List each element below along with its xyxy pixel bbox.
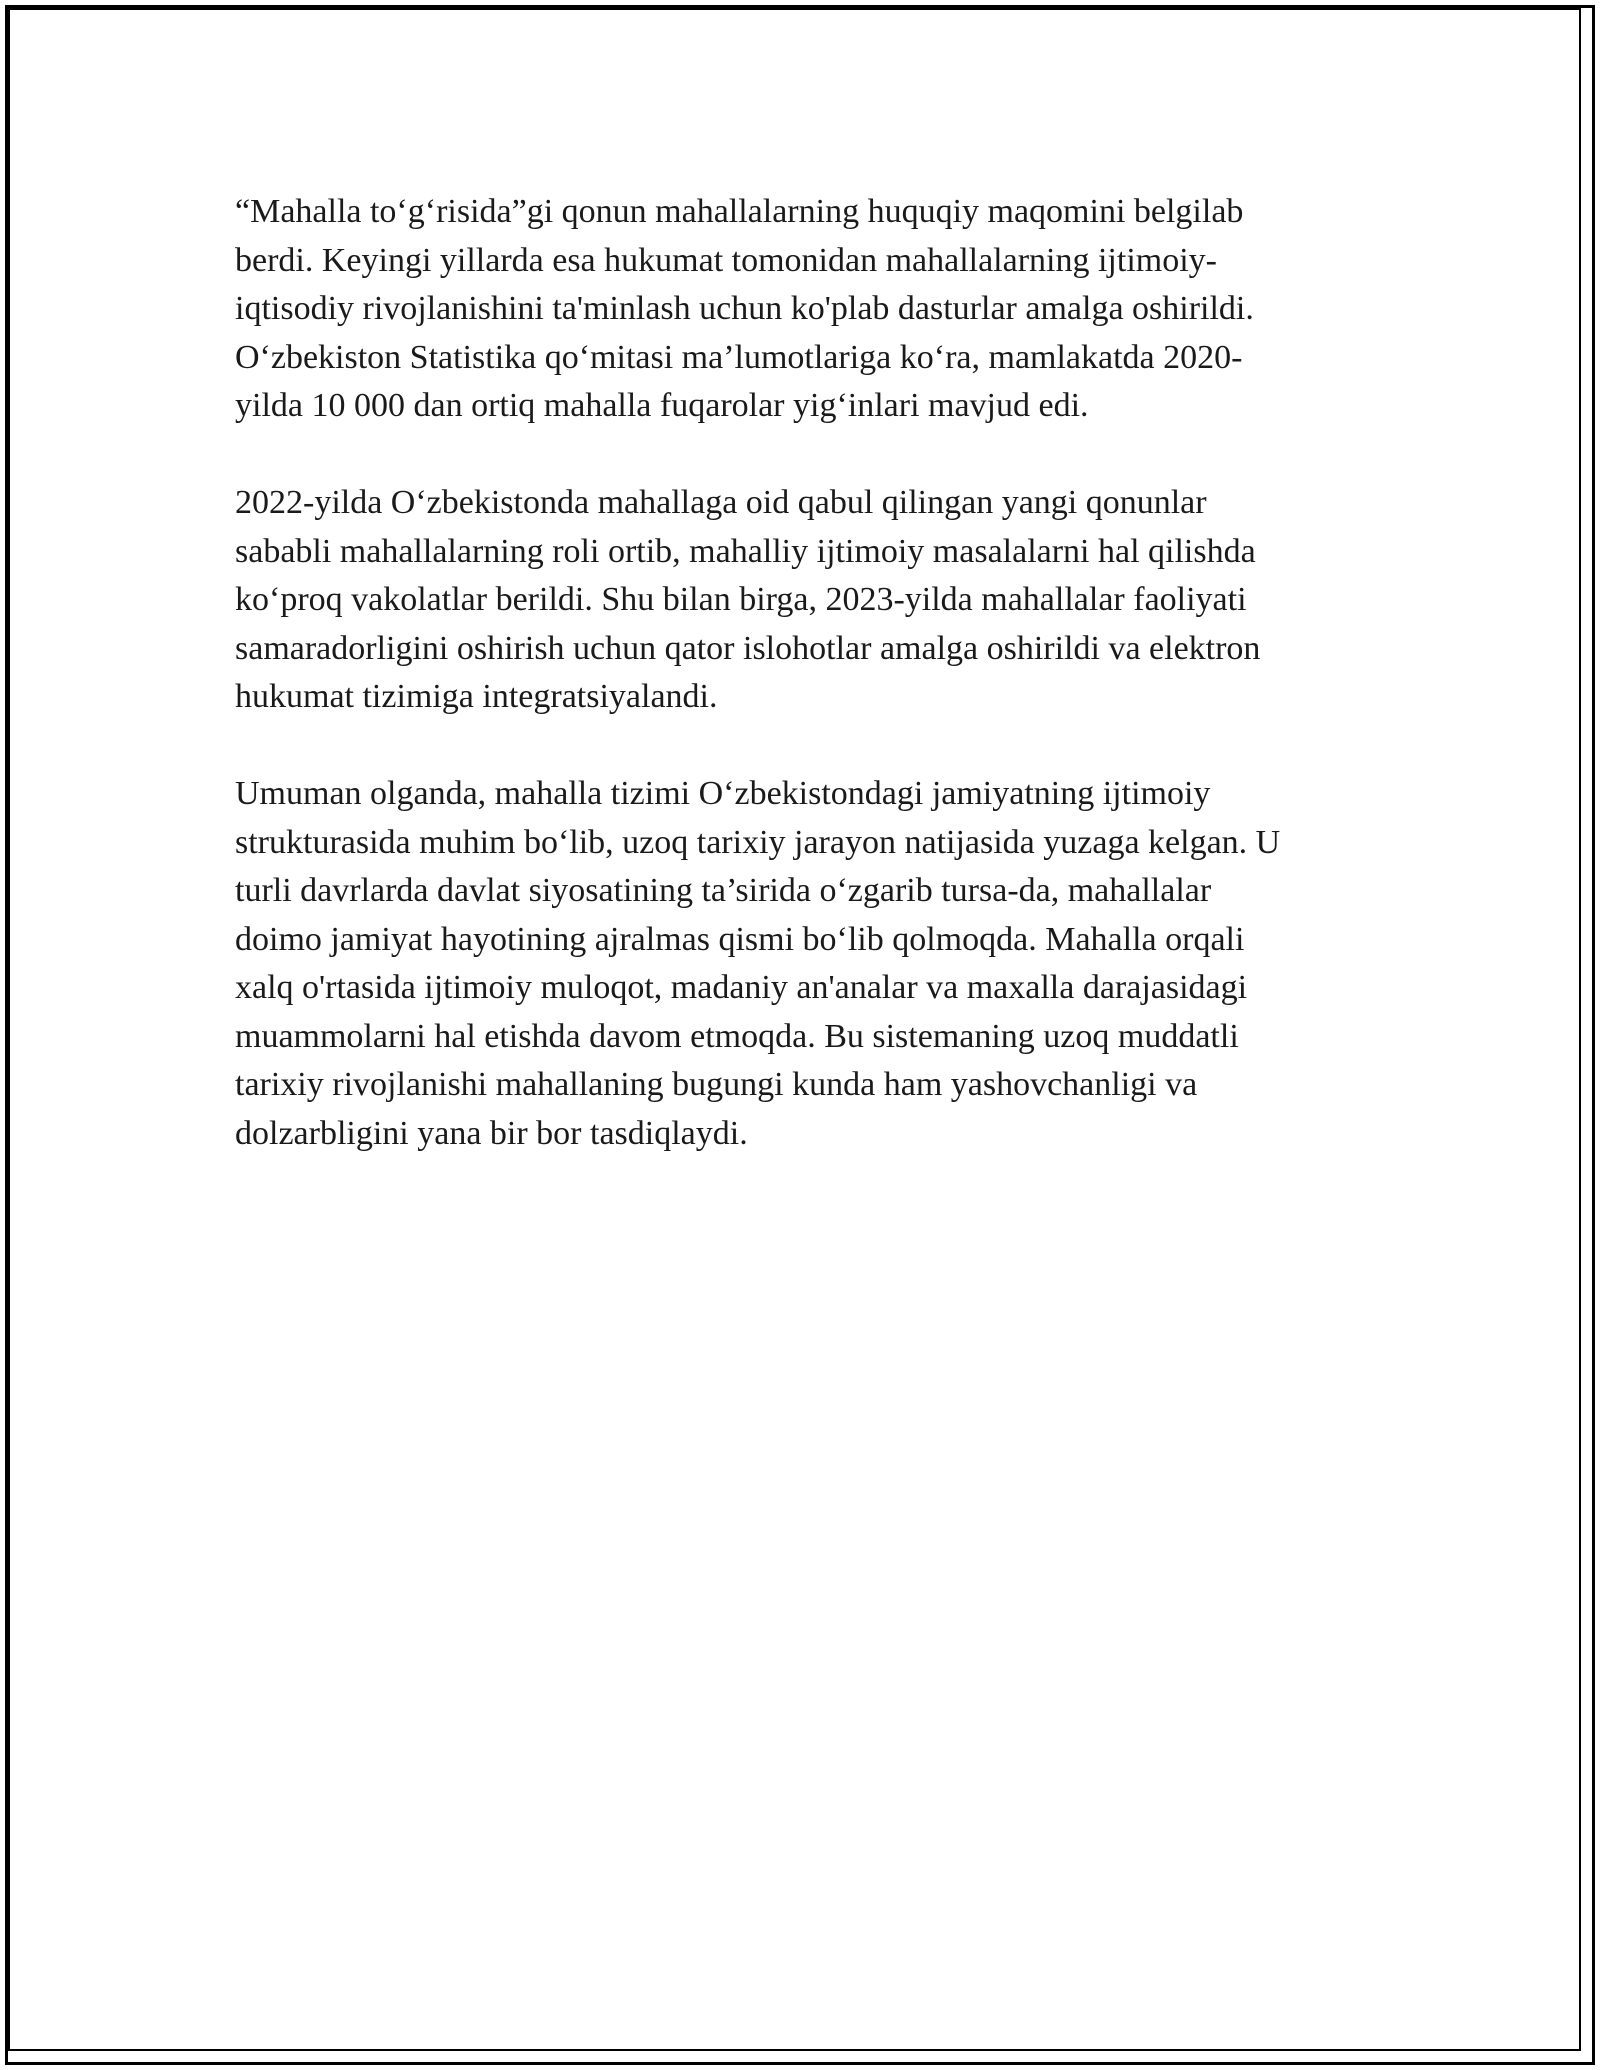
paragraph-line: 2022-yilda O‘zbekistonda mahallaga oid qabul qilingan yangi qonunlar [235, 484, 1207, 521]
paragraph-3 [235, 770, 1365, 1158]
paragraph-line: strukturasida muhim bo‘lib, uzoq tarixiy jarayon natijasida yuzaga kelgan. U [235, 823, 1281, 861]
paragraph-line: tarixiy rivojlanishi mahallaning bugungi kunda ham yashovchanligi va [235, 1066, 1198, 1103]
paragraph-line: samaradorligini oshirish uchun qator islohotlar amalga oshirildi va elektron [235, 629, 1261, 667]
paragraph-line: yilda 10 000 dan ortiq mahalla fuqarolar yig‘inlari mavjud edi. [235, 387, 1089, 424]
paragraph-line: turli davrlarda davlat siyosatining ta’sirida o‘zgarib tursa-da, mahallalar [235, 872, 1212, 909]
paragraph-line: muammolarni hal etishda davom etmoqda. Bu sistemaning uzoq muddatli [235, 1017, 1239, 1055]
paragraph-line: dolzarbligini yana bir bor tasdiqlaydi. [235, 1114, 748, 1152]
paragraph-line: ko‘proq vakolatlar berildi. Shu bilan birga, 2023-yilda mahallalar faoliyati [235, 581, 1247, 618]
paragraph-line: berdi. Keyingi yillarda esa hukumat tomonidan mahallalarning ijtimoiy- [235, 241, 1217, 279]
paragraph-1 [235, 188, 1365, 431]
paragraph-line: “Mahalla to‘g‘risida”gi qonun mahallalarning huquqiy maqomini belgilab [235, 193, 1244, 230]
paragraph-line: doimo jamiyat hayotining ajralmas qismi bo‘lib qolmoqda. Mahalla orqali [235, 920, 1245, 958]
paragraph-line: sababli mahallalarning roli ortib, mahalliy ijtimoiy masalalarni hal qilishda [235, 532, 1256, 570]
paragraph-line: hukumat tizimiga integratsiyalandi. [235, 678, 718, 715]
paragraph-line: xalq o'rtasida ijtimoiy muloqot, madaniy an'analar va maxalla darajasidagi [235, 969, 1248, 1006]
paragraph-line: iqtisodiy rivojlanishini ta'minlash uchun ko'plab dasturlar amalga oshirildi. [235, 290, 1254, 327]
paragraph-line: Umuman olganda, mahalla tizimi O‘zbekistondagi jamiyatning ijtimoiy [235, 775, 1211, 812]
document-body [235, 188, 1365, 1207]
paragraph-line: O‘zbekiston Statistika qo‘mitasi ma’lumotlariga ko‘ra, mamlakatda 2020- [235, 338, 1243, 376]
paragraph-2 [235, 479, 1365, 722]
